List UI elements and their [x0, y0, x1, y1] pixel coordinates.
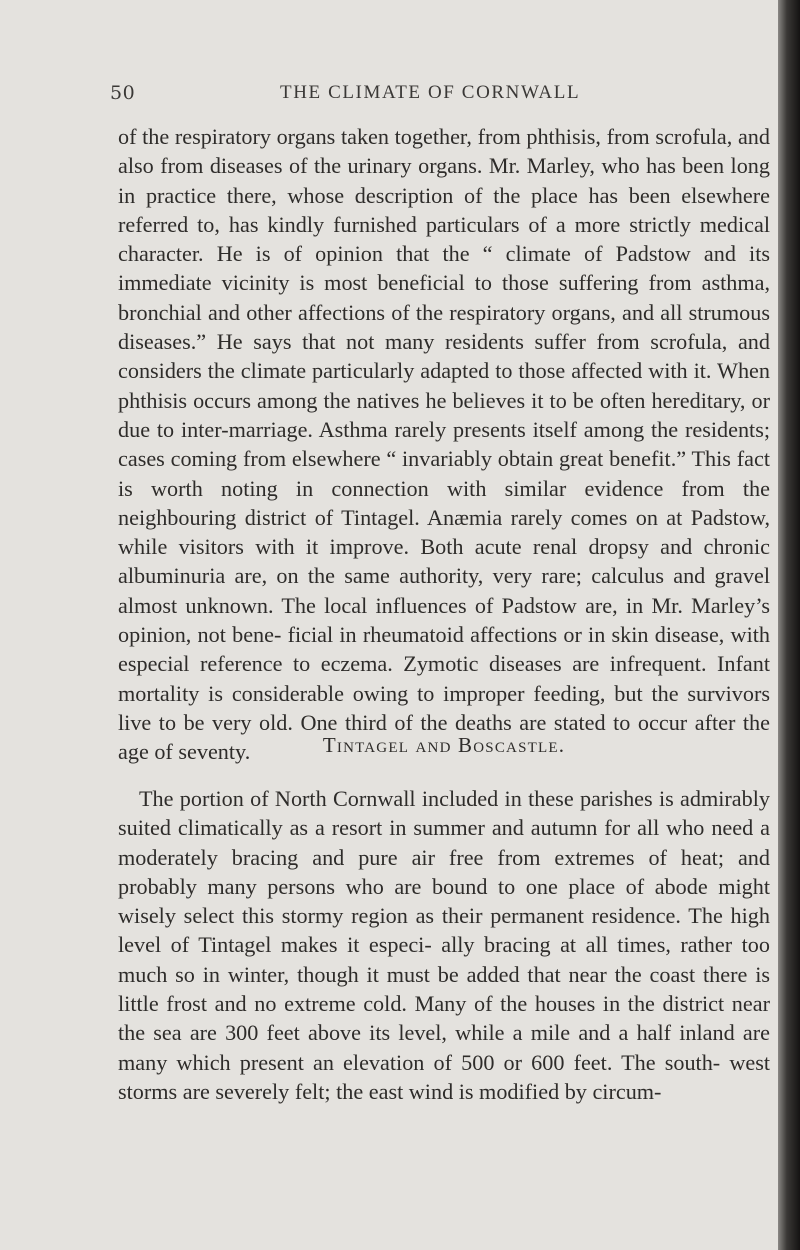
running-head [0, 82, 780, 112]
page-binding-edge [778, 0, 800, 1250]
paragraph-padstow-continued: of the respiratory organs taken together, from phthisis, from scrofula, and also from diseases of the urinary organs. Mr. Marley, who has been long in practice there, whose description of the place has been elsewhere referred to, has kindly furnished particulars of a more strictly medical character. He is of opinion that the “ climate of Padstow and its immediate vicinity is most beneficial to those suffering from asthma, bronchial and other affections of the respiratory organs, and all strumous diseases.” He says that not many residents suffer from scrofula, and considers the climate particularly adapted to those affected with it. When phthisis occurs among the natives he believes it to be often hereditary, or due to inter-marriage. Asthma rarely presents itself among the residents; cases coming from elsewhere “ invariably obtain great benefit.” This fact is worth noting in connection with similar evidence from the neighbouring district of Tintagel. Anæmia rarely comes on at Padstow, while visitors with it improve. Both acute renal dropsy and chronic albuminuria are, on the same authority, very rare; calculus and gravel almost unknown. The local influences of Padstow are, in Mr. Marley’s opinion, not bene- ficial in rheumatoid affections or in skin disease, with especial reference to eczema. Zymotic diseases are infrequent. Infant mortality is considerable owing to improper feeding, but the survivors live to be very old. One third of the deaths are stated to occur after the age of seventy. [118, 124, 770, 765]
section-heading: Tintagel and Boscastle. [322, 733, 566, 757]
running-title: THE CLIMATE OF CORNWALL [280, 82, 581, 103]
page-number: 50 [110, 82, 136, 104]
paragraph-tintagel: The portion of North Cornwall included in these parishes is admirably suited climatically as a resort in summer and autumn for all who need a moderately bracing and pure air free from extremes of heat; and probably many persons who are bound to one place of abode might wisely select this stormy region as their permanent residence. The high level of Tintagel makes it especi- ally bracing at all times, rather too much so in winter, though it must be added that near the coast there is little frost and no extreme cold. Many of the houses in the district near the sea are 300 feet above its level, while a mile and a half inland are many which present an elevation of 500 or 600 feet. The south- west storms are severely felt; the east wind is modified by circum- [118, 786, 770, 1104]
